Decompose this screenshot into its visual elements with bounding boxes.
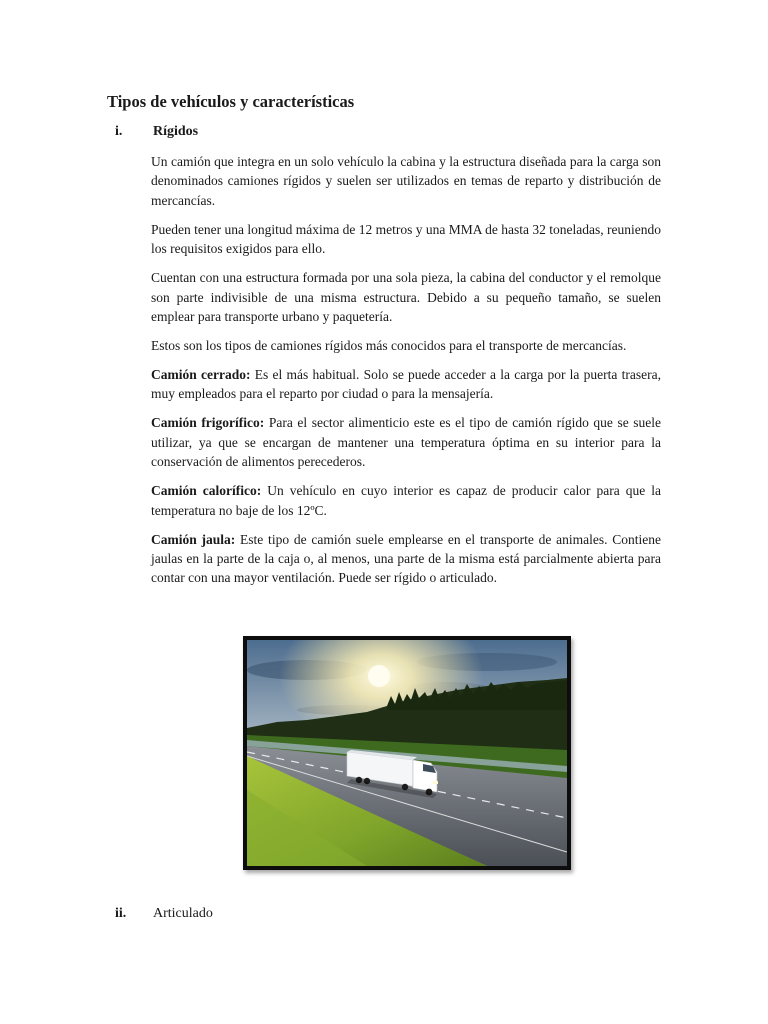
paragraph-definition: Un camión que integra en un solo vehículo la cabina y la estructura diseñada para la carga son denominados camiones rígidos y suelen ser utilizados en temas de reparto y distribución de mercancías. <box>151 154 661 208</box>
section-number: i. <box>115 124 123 139</box>
section-heading-articulado <box>115 906 213 922</box>
truck-type-description: Este tipo de camión suele emplearse en el transporte de animales. Contiene jaulas en la parte de la caja o, al menos, una parte de la misma está parcialmente abierta para contar con una mayor ventilación. Puede ser rígido o articulado. <box>151 531 661 586</box>
truck-type-jaula <box>151 530 661 588</box>
section-body-rigidos <box>151 152 661 597</box>
truck-type-frigorifico <box>151 413 661 471</box>
section-number: ii. <box>115 906 127 921</box>
truck-type-name: Camión calorífico: <box>151 483 262 499</box>
truck-type-description: Es el más habitual. Solo se puede acceder a la carga por la puerta trasera, muy empleados para el reparto por ciudad o para la mensajería. <box>151 367 661 402</box>
truck-type-cerrado <box>151 365 661 404</box>
truck-photo <box>243 636 571 870</box>
paragraph-dimensions: Pueden tener una longitud máxima de 12 metros y una MMA de hasta 32 toneladas, reuniendo los requisitos exigidos para ello. <box>151 221 661 257</box>
truck-on-highway-illustration <box>247 640 567 866</box>
paragraph-structure: Cuentan con una estructura formada por una sola pieza, la cabina del conductor y el remolque son parte indivisible de una misma estructura. Debido a su pequeño tamaño, se suelen emplear para transporte urbano y paquetería. <box>151 270 661 325</box>
section-label: Rígidos <box>153 124 199 139</box>
section-label: Articulado <box>153 906 213 921</box>
truck-type-calorifico <box>151 481 661 520</box>
truck-type-name: Camión jaula: <box>151 531 236 547</box>
section-heading-rigidos <box>115 124 198 140</box>
truck-type-name: Camión cerrado: <box>151 367 251 383</box>
paragraph-intro-types: Estos son los tipos de camiones rígidos más conocidos para el transporte de mercancías. <box>151 338 627 354</box>
truck-type-name: Camión frigorífico: <box>151 415 265 431</box>
truck-type-description: Un vehículo en cuyo interior es capaz de producir calor para que la temperatura no baje de los 12ºC. <box>151 483 661 518</box>
truck-type-description: Para el sector alimenticio este es el tipo de camión rígido que se suele utilizar, ya que se encargan de mantener una temperatura óptima en su interior para la conservación de alimentos perecederos. <box>151 415 661 470</box>
document-title: Tipos de vehículos y características <box>107 92 355 111</box>
